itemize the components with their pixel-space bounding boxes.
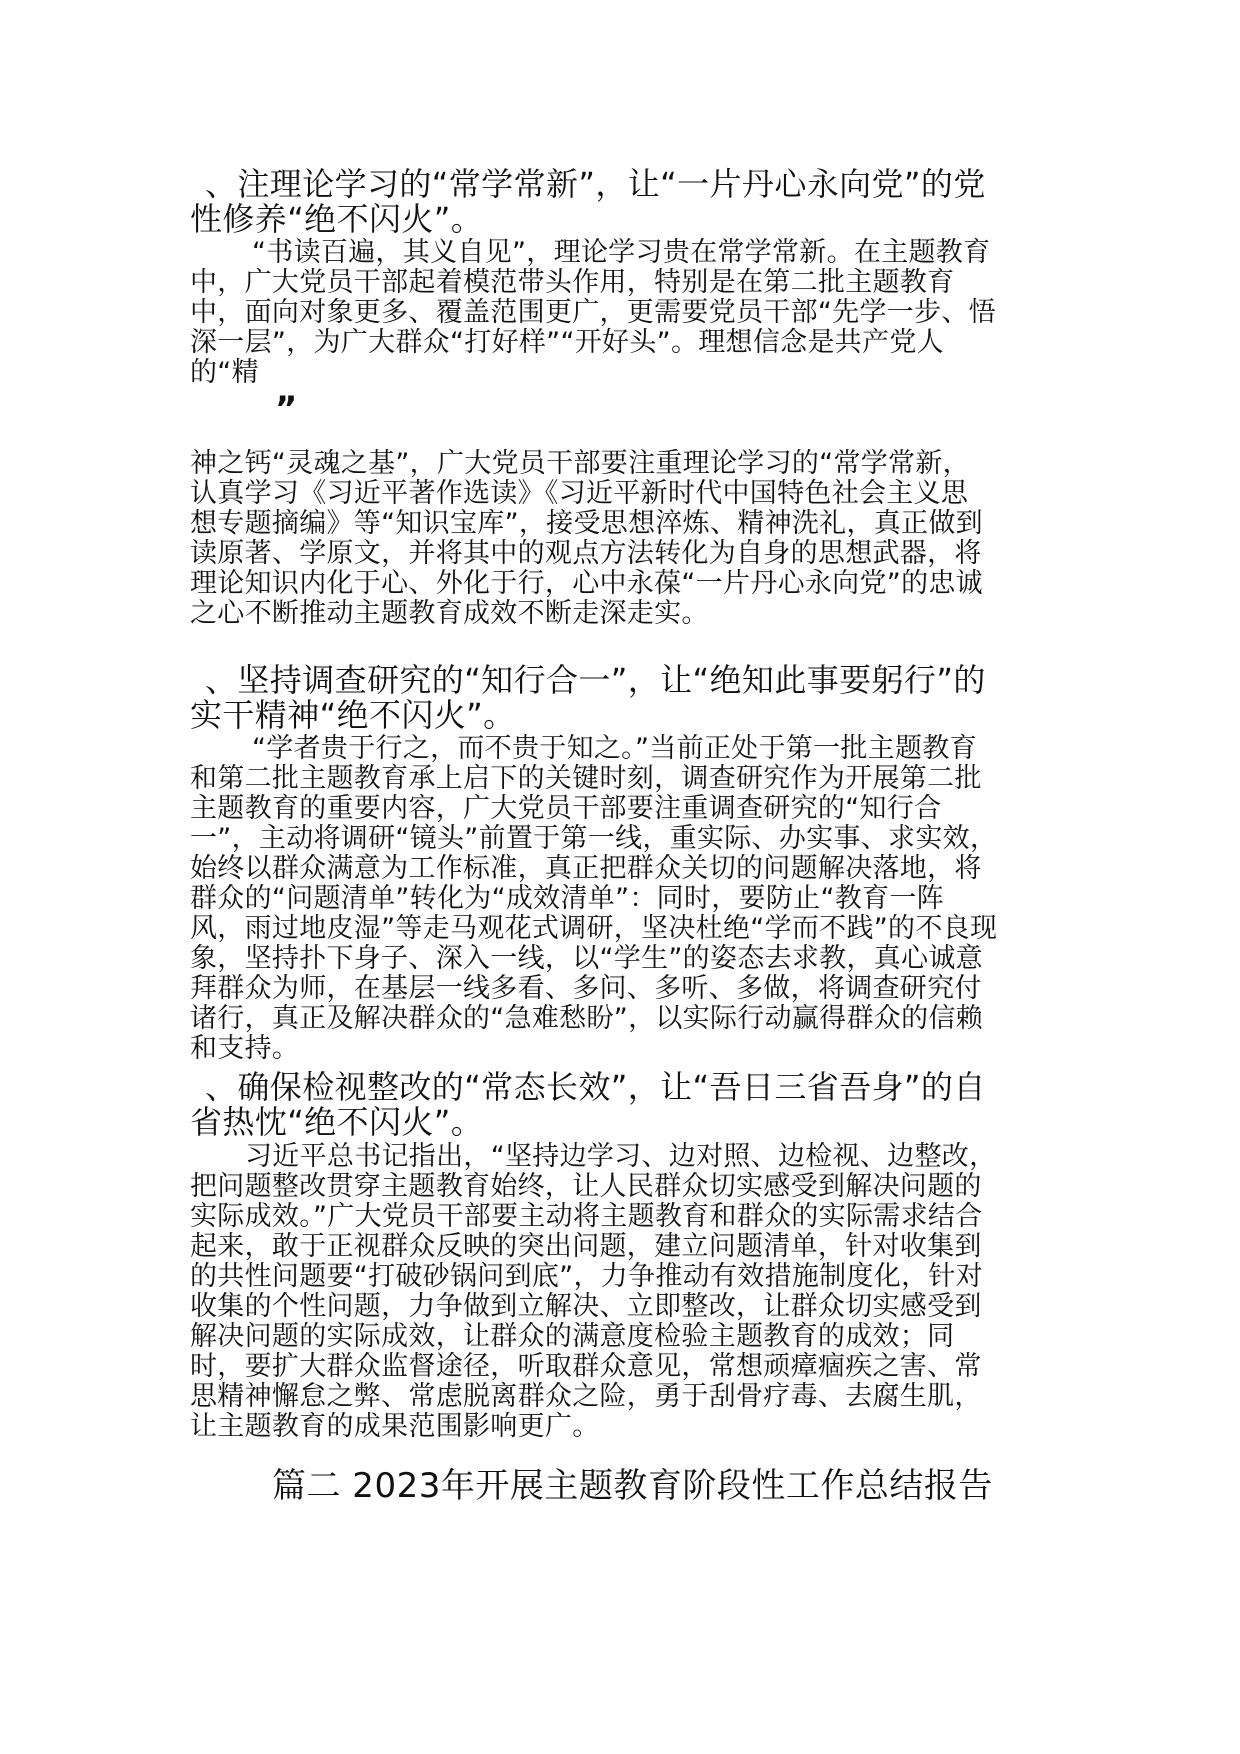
paragraph-line: 解决问题的实际成效，让群众的满意度检验主题教育的成效；同 xyxy=(190,1321,955,1352)
paragraph-line: 始终以群众满意为工作标准，真正把群众关切的问题解决落地，将 xyxy=(190,853,982,884)
section3-heading xyxy=(190,1068,1085,1141)
section2-paragraph xyxy=(190,734,1070,1064)
paragraph-line: 群众的“问题清单”转化为“成效清单”：同时，要防止“教育一阵 xyxy=(190,883,944,914)
paragraph-line: 中，广大党员干部起着模范带头作用，特别是在第二批主题教育 xyxy=(190,267,955,298)
paragraph-line: 拜群众为师，在基层一线多看、多问、多听、多做，将调查研究付 xyxy=(190,973,982,1004)
paragraph-line: 时，要扩大群众监督途径，听取群众意见，常想顽瘴痼疾之害、常 xyxy=(190,1351,982,1382)
heading-line: 省热忱“绝不闪火”。 xyxy=(190,1103,484,1141)
paragraph-line: 和支持。 xyxy=(190,1033,300,1064)
paragraph-line: 深一层”，为广大群众“打好样”“开好头”。理想信念是共产党人 xyxy=(190,327,944,358)
paragraph-line: 神之钙“灵魂之基”，广大党员干部要注重理论学习的“常学常新， xyxy=(190,448,970,479)
paragraph-line: 习近平总书记指出，“坚持边学习、边对照、边检视、边整改， xyxy=(245,1141,997,1172)
paragraph-line: 主题教育的重要内容，广大党员干部要注重调查研究的“知行合 xyxy=(190,793,942,824)
paragraph-line: 和第二批主题教育承上启下的关键时刻，调查研究作为开展第二批 xyxy=(190,763,982,794)
paragraph-line: 读原著、学原文，并将其中的观点方法转化为自身的思想武器，将 xyxy=(190,538,982,569)
section3-paragraph xyxy=(190,1142,1070,1442)
heading-line: 、确保检视整改的“常态长效”，让“吾日三省吾身”的自 xyxy=(205,1068,986,1106)
heading-line: 、注理论学习的“常学常新”，让“一片丹心永向党”的党 xyxy=(205,165,986,203)
heading-line: 实干精神“绝不闪火”。 xyxy=(190,696,516,734)
paragraph-line: 的“精 xyxy=(190,357,259,388)
section1-paragraph-a xyxy=(190,238,1070,388)
paragraph-line: 之心不断推动主题教育成效不断走深走实。 xyxy=(190,598,709,629)
paragraph-line: 风，雨过地皮湿”等走马观花式调研，坚决杜绝“学而不践”的不良现 xyxy=(190,913,998,944)
paragraph-line: 想专题摘编》等“知识宝库”，接受思想淬炼、精神洗礼，真正做到 xyxy=(190,508,983,539)
paragraph-line: 中，面向对象更多、覆盖范围更广，更需要党员干部“先学一步、悟 xyxy=(190,297,996,328)
paragraph-line: 理论知识内化于心、外化于行，心中永葆“一片丹心永向党”的忠诚 xyxy=(190,568,983,599)
section2-heading xyxy=(190,661,1085,734)
paragraph-line: 的共性问题要“打破砂锅问到底”，力争推动有效措施制度化，针对 xyxy=(190,1261,983,1292)
stray-quote-mark: ” xyxy=(275,389,298,429)
paragraph-line: 思精神懈怠之弊、常虑脱离群众之险，勇于刮骨疗毒、去腐生肌， xyxy=(190,1381,982,1412)
paragraph-line: 把问题整改贯穿主题教育始终，让人民群众切实感受到解决问题的 xyxy=(190,1171,982,1202)
paragraph-line: “学者贵于行之，而不贵于知之。”当前正处于第一批主题教育 xyxy=(252,733,977,764)
paragraph-line: 实际成效。”广大党员干部要主动将主题教育和群众的实际需求结合 xyxy=(190,1201,983,1232)
paragraph-line: 一”，主动将调研“镜头”前置于第一线，重实际、办实事、求实效， xyxy=(190,823,998,854)
section1-paragraph-b xyxy=(190,449,1070,629)
paragraph-line: 起来，敢于正视群众反映的突出问题，建立问题清单，针对收集到 xyxy=(190,1231,982,1262)
paragraph-line: 收集的个性问题，力争做到立解决、立即整改，让群众切实感受到 xyxy=(190,1291,982,1322)
paragraph-line: 认真学习《习近平著作选读》《习近平新时代中国特色社会主义思 xyxy=(190,478,969,509)
section1-heading xyxy=(190,165,1085,238)
heading-line: 、坚持调查研究的“知行合一”，让“绝知此事要躬行”的 xyxy=(205,661,986,699)
paragraph-line: “书读百遍，其义自见”，理论学习贵在常学常新。在主题教育 xyxy=(252,237,991,268)
paragraph-line: 象，坚持扑下身子、深入一线，以“学生”的姿态去求教，真心诚意 xyxy=(190,943,983,974)
paragraph-line: 诸行，真正及解决群众的“急难愁盼”，以实际行动赢得群众的信赖 xyxy=(190,1003,983,1034)
heading-line: 性修养“绝不闪火”。 xyxy=(190,200,484,238)
next-article-title: 篇二 2023年开展主题教育阶段性工作总结报告 xyxy=(272,1466,993,1506)
paragraph-line: 让主题教育的成果范围影响更广。 xyxy=(190,1411,600,1442)
